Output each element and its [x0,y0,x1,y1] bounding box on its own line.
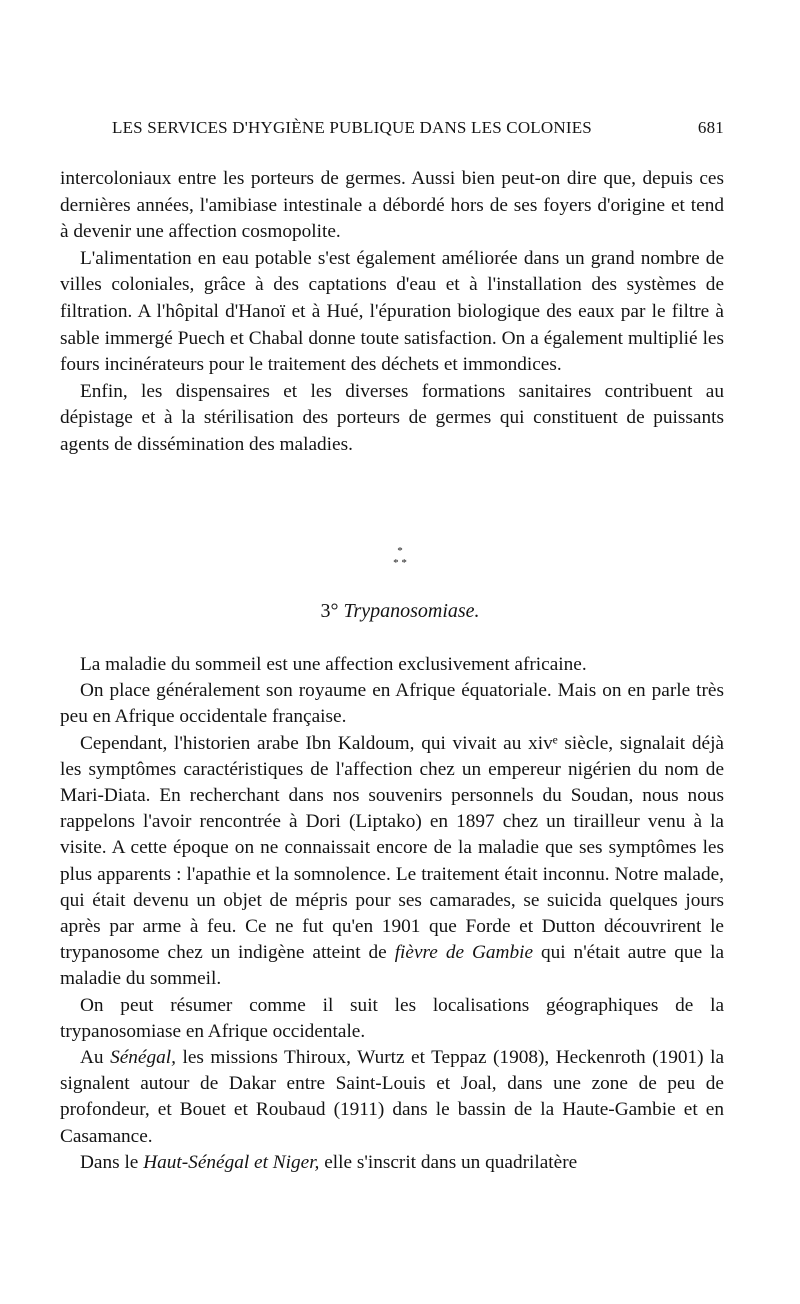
paragraph-equatorial: On place généralement son royaume en Afrique équatoriale. Mais on en parle très peu en Afrique occidentale française. [60,680,724,728]
section-heading [0,600,800,623]
paragraph-water-supply: L'alimentation en eau potable s'est également améliorée dans un grand nombre de villes coloniales, grâce à des captations d'eau et à l'installation des systèmes de filtration. A l'hôpital d'Hanoï et à Hué, l'épuration biologique des eaux par le filtre à sable immergé Puech et Chabal donne toute satisfaction. On a également multiplié les fours incinérateurs pour le traitement des déchets et immondices. [60,247,724,376]
paragraph-history [60,731,724,993]
senegal-italic: Sénégal, [110,1047,176,1069]
paragraph-dispensaries: Enfin, les dispensaires et les diverses formations sanitaires contribuent au dépistage et à la stérilisation des porteurs de germes qui constituent de puissants agents de dissémination des maladies. [60,380,724,455]
running-header [112,118,724,146]
haut-senegal-italic: Haut-Sénégal et Niger, [143,1151,320,1173]
section-number: 3° [320,600,339,622]
paragraph-senegal [60,1045,724,1150]
history-italic-term: fièvre de Gambie [394,942,534,964]
section-title: Trypanosomiase. [343,600,480,622]
paragraph-sleeping-sickness: La maladie du sommeil est une affection exclusivement africaine. [80,654,587,675]
body-text-section-1 [60,166,724,459]
haut-senegal-rest: elle s'inscrit dans un quadrilatère [324,1151,578,1173]
haut-senegal-start: Dans le [80,1151,139,1173]
section-separator [0,545,800,569]
paragraph-localisations: On peut résumer comme il suit les localisations géographiques de la trypanosomiase en Afrique occidentale. [60,994,724,1042]
running-title: LES SERVICES D'HYGIÈNE PUBLIQUE DANS LES COLONIES [112,118,592,137]
paragraph-amibiase: intercoloniaux entre les porteurs de germes. Aussi bien peut-on dire que, depuis ces dernières années, l'amibiase intestinale a débordé hors de ses foyers d'origine et tend à devenir une affection cosmopolite. [60,168,724,243]
separator-stars-bottom: * * [393,557,407,569]
senegal-start: Au [80,1047,104,1069]
paragraph-haut-senegal [60,1150,724,1176]
history-text: Cependant, l'historien arabe Ibn Kaldoum, qui vivait au xivᵉ siècle, signalait déjà les symptômes caractéristiques de l'affection chez un empereur nigérien du nom de Mari-Diata. En recherchant dans nos souvenirs personnels du Soudan, nous nous rappelons l'avoir rencontrée à Dori (Liptako) en 1897 chez un tirailleur venu à la visite. A cette époque on ne connaissait encore de la maladie que ses symptômes les plus apparents : l'apathie et la somnolence. Le traitement était inconnu. Notre malade, qui était devenu un objet de mépris pour ses camarades, se suicida quelques jours après par arme à feu. Ce ne fut qu'en 1901 que Forde et Dutton découvrirent le trypanosome chez un indigène atteint de [60,732,724,964]
page-number: 681 [697,118,724,137]
history-text-end: qui n'était autre que la maladie du sommeil. [60,942,724,990]
body-text-section-2 [60,652,724,1176]
senegal-rest: les missions Thiroux, Wurtz et Teppaz (1908), Heckenroth (1901) la signalent autour de Dakar entre Saint-Louis et Joal, dans une zone de peu de profondeur, et Bouet et Roubaud (1911) dans le bassin de la Haute-Gambie et en Casamance. [60,1047,725,1147]
separator-star-top: * [397,545,403,557]
